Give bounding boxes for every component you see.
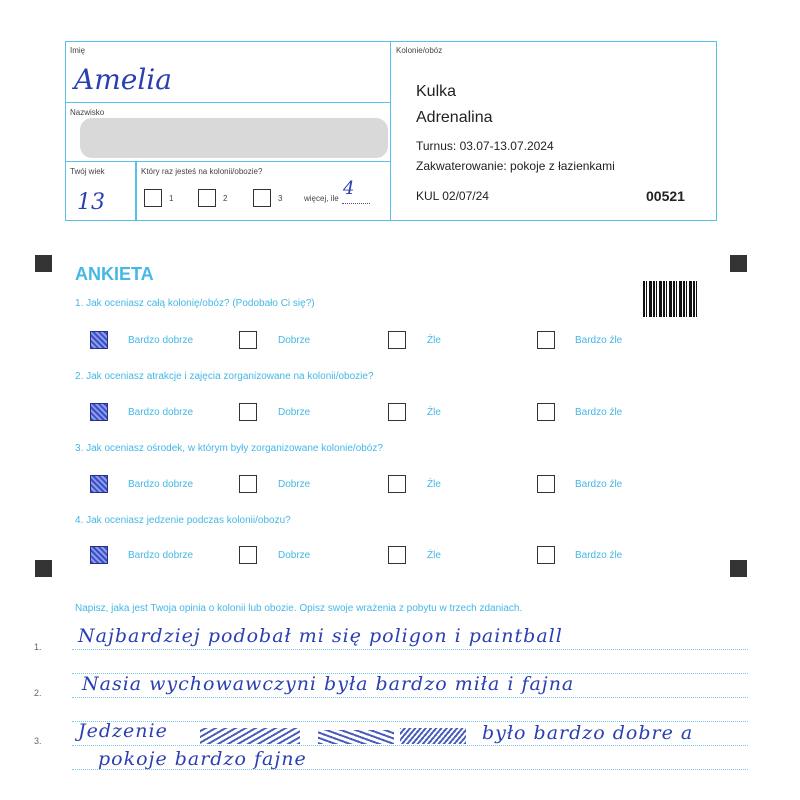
opinion-dotted-line-1 [72,649,748,650]
kolonie-label: Kolonie/obóz [396,46,443,55]
opinion-dotted-line-3 [72,745,748,746]
opinion-line-number-1: 1. [34,642,42,652]
camp-type: Adrenalina [416,109,493,126]
opinion-dotted-line-2 [72,697,748,698]
q4-dobrze-checkbox[interactable] [239,546,257,564]
q3-option-zle: Źle [427,479,441,490]
q4-option-bardzo-dobrze: Bardzo dobrze [128,550,194,561]
count-option-1: 1 [169,194,174,203]
opinion-prompt: Napisz, jaka jest Twoja opinia o kolonii lub obozie. Opisz swoje wrażenia z pobytu w trzech zdaniach. [75,603,523,614]
opinion-line-number-2: 2. [34,688,42,698]
q4-zle-checkbox[interactable] [388,546,406,564]
q3-option-bardzo-dobrze: Bardzo dobrze [128,479,194,490]
q2-dobrze-checkbox[interactable] [239,403,257,421]
camp-code: KUL 02/07/24 [416,189,489,203]
q2-bardzo-dobrze-checkbox[interactable] [90,403,108,421]
wiek-divider [135,161,137,221]
q4-option-zle: Źle [427,550,441,561]
question-2-text: 2. Jak oceniasz atrakcje i zajęcia zorganizowane na kolonii/obozie? [75,371,374,382]
scribbled-out-word-3 [400,728,466,744]
zakwaterowanie-text: Zakwaterowanie: pokoje z łazienkami [416,159,615,173]
q1-bardzo-dobrze-checkbox[interactable] [90,331,108,349]
q2-option-zle: Źle [427,407,441,418]
wiecej-label: więcej, ile [304,194,339,203]
count-option-3: 3 [278,194,283,203]
q1-dobrze-checkbox[interactable] [239,331,257,349]
nazwisko-label: Nazwisko [70,108,105,117]
q2-option-bardzo-zle: Bardzo źle [575,407,623,418]
q3-zle-checkbox[interactable] [388,475,406,493]
q2-option-bardzo-dobrze: Bardzo dobrze [128,407,194,418]
count-checkbox-2[interactable] [198,189,216,207]
barcode [643,281,698,317]
count-checkbox-1[interactable] [144,189,162,207]
q4-bardzo-zle-checkbox[interactable] [537,546,555,564]
corner-marker-bottom-left [35,560,52,577]
count-option-2: 2 [223,194,228,203]
wiecej-line [342,203,370,204]
q2-bardzo-zle-checkbox[interactable] [537,403,555,421]
q1-option-dobrze: Dobrze [278,335,311,346]
q3-bardzo-zle-checkbox[interactable] [537,475,555,493]
opinion-line-number-3: 3. [34,736,42,746]
opinion-answer-line-3b: było bardzo dobre a [482,722,694,744]
opinion-answer-line-1: Najbardziej podobał mi się poligon i paintball [78,625,563,647]
count-checkbox-3[interactable] [253,189,271,207]
opinion-answer-line-2: Nasia wychowawczyni była bardzo miła i fajna [82,673,575,695]
imie-value: Amelia [74,63,172,96]
q4-bardzo-dobrze-checkbox[interactable] [90,546,108,564]
imie-label: Imię [70,46,86,55]
q4-option-bardzo-zle: Bardzo źle [575,550,623,561]
form-number: 00521 [646,188,685,204]
camp-name: Kulka [416,83,457,100]
survey-title: ANKIETA [75,264,154,284]
ile-razy-label: Który raz jesteś na kolonii/obozie? [141,167,263,176]
q1-option-bardzo-zle: Bardzo źle [575,335,623,346]
q3-dobrze-checkbox[interactable] [239,475,257,493]
q1-option-bardzo-dobrze: Bardzo dobrze [128,335,194,346]
corner-marker-top-right [730,255,747,272]
q3-option-bardzo-zle: Bardzo źle [575,479,623,490]
q3-bardzo-dobrze-checkbox[interactable] [90,475,108,493]
question-3-text: 3. Jak oceniasz ośrodek, w którym były zorganizowane kolonie/obóz? [75,443,383,454]
opinion-answer-line-3a: Jedzenie [78,720,168,742]
wiecej-value: 4 [343,178,355,199]
scribbled-out-word-1 [200,728,300,744]
q2-zle-checkbox[interactable] [388,403,406,421]
wiek-label: Twój wiek [70,167,105,176]
redacted-surname [80,118,388,158]
q2-option-dobrze: Dobrze [278,407,311,418]
question-4-text: 4. Jak oceniasz jedzenie podczas kolonii/obozu? [75,515,291,526]
q1-option-zle: Źle [427,335,441,346]
q3-option-dobrze: Dobrze [278,479,311,490]
scribbled-out-word-2 [318,730,394,744]
q4-option-dobrze: Dobrze [278,550,311,561]
q1-bardzo-zle-checkbox[interactable] [537,331,555,349]
opinion-answer-line-4: pokoje bardzo fajne [98,748,307,770]
turnus-text: Turnus: 03.07-13.07.2024 [416,139,554,153]
q1-zle-checkbox[interactable] [388,331,406,349]
question-1-text: 1. Jak oceniasz całą kolonię/obóz? (Podobało Ci się?) [75,298,315,309]
wiek-value: 13 [77,190,105,215]
corner-marker-top-left [35,255,52,272]
corner-marker-bottom-right [730,560,747,577]
